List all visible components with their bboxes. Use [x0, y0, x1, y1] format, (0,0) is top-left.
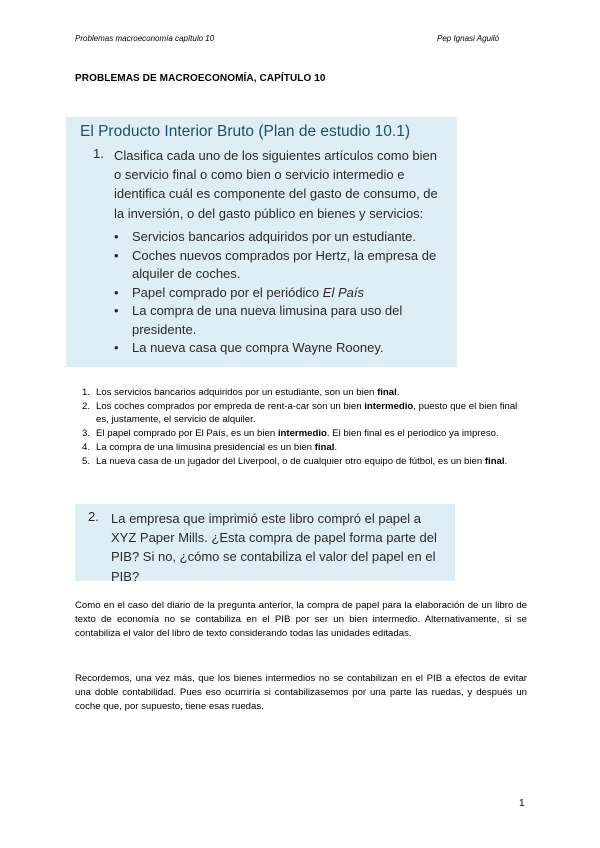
answer-item: 3. El papel comprado por El País, es un bien intermedio. El bien final es el periodico ya impreso. — [82, 427, 499, 439]
question-number: 2. — [88, 509, 99, 524]
exercise-box-heading: El Producto Interior Bruto (Plan de estudio 10.1) — [80, 123, 410, 140]
exercise-item-list — [114, 228, 444, 358]
newspaper-name: El País — [322, 284, 364, 300]
bullet-icon: • — [114, 284, 119, 300]
answer-item: 1. Los servicios bancarios adquiridos por un estudiante, son un bien final. — [82, 387, 400, 398]
exercise-item: • La compra de una nueva limusina para uso del presidente. — [114, 303, 403, 337]
exercise-box-1 — [66, 117, 457, 367]
exercise-item: • Coches nuevos comprados por Hertz, la empresa de alquiler de coches. — [114, 247, 437, 281]
exercise-item: • Papel comprado por el periódico El País — [114, 284, 444, 303]
bullet-icon: • — [114, 340, 119, 355]
running-header-author: Pep Ignasi Aguiló — [437, 34, 499, 43]
answer-list — [82, 387, 532, 470]
answer-item: 5. La nueva casa de un jugador del Liverpool, o de cualquier otro equipo de fútbol, es un bien final. — [82, 455, 508, 467]
question-text: Clasifica cada uno de los siguientes artículos como bien o servicio final o como bien o servicio intermedio e identifica cuál es componente del gasto de consumo, de la inversión, o del gasto público en bienes y servicios: — [114, 148, 438, 221]
bullet-icon: • — [114, 229, 119, 244]
running-header-title: Problemas macroeconomía capítulo 10 — [75, 34, 215, 43]
bullet-icon: • — [114, 247, 119, 263]
bullet-icon: • — [114, 303, 119, 318]
answer-paragraph: Como en el caso del diario de la pregunta anterior, la compra de papel para la elaboración de un libro de texto de economía no se contabiliza en el PIB por ser un bien intermedio. Alternativamente, si se contabiliza el valor del libro de texto considerando todas las unidades editadas. — [75, 600, 527, 640]
question-text: La empresa que imprimió este libro compró el papel a XYZ Paper Mills. ¿Esta compra de papel forma parte del PIB? Si no, ¿cómo se contabiliza el valor del papel en el PIB? — [111, 511, 437, 584]
exercise-item: • La nueva casa que compra Wayne Rooney. — [114, 339, 444, 358]
page-title: PROBLEMAS DE MACROECONOMÍA, CAPÍTULO 10 — [75, 73, 326, 84]
answer-item: 4. La compra de una limusina presidencial es un bien final. — [82, 441, 338, 453]
exercise-box-2 — [75, 504, 455, 584]
answer-paragraph: Recordemos, una vez más, que los bienes intermedios no se contabilizan en el PIB a efectos de evitar una doble contabilidad. Pues eso ocurriría si contabilizasemos por una parte las ruedas, y después un coche que, por supuesto, tiene esas ruedas. — [75, 673, 527, 713]
question-number: 1. — [93, 146, 104, 161]
answer-item: 2. Los coches comprados por empreda de rent-a-car son un bien intermedio, puesto que el bien final es, justamente, el servicio de alquiler. — [82, 401, 518, 425]
exercise-item: • Servicios bancarios adquiridos por un estudiante. — [114, 228, 444, 247]
page-number: 1 — [519, 798, 525, 809]
